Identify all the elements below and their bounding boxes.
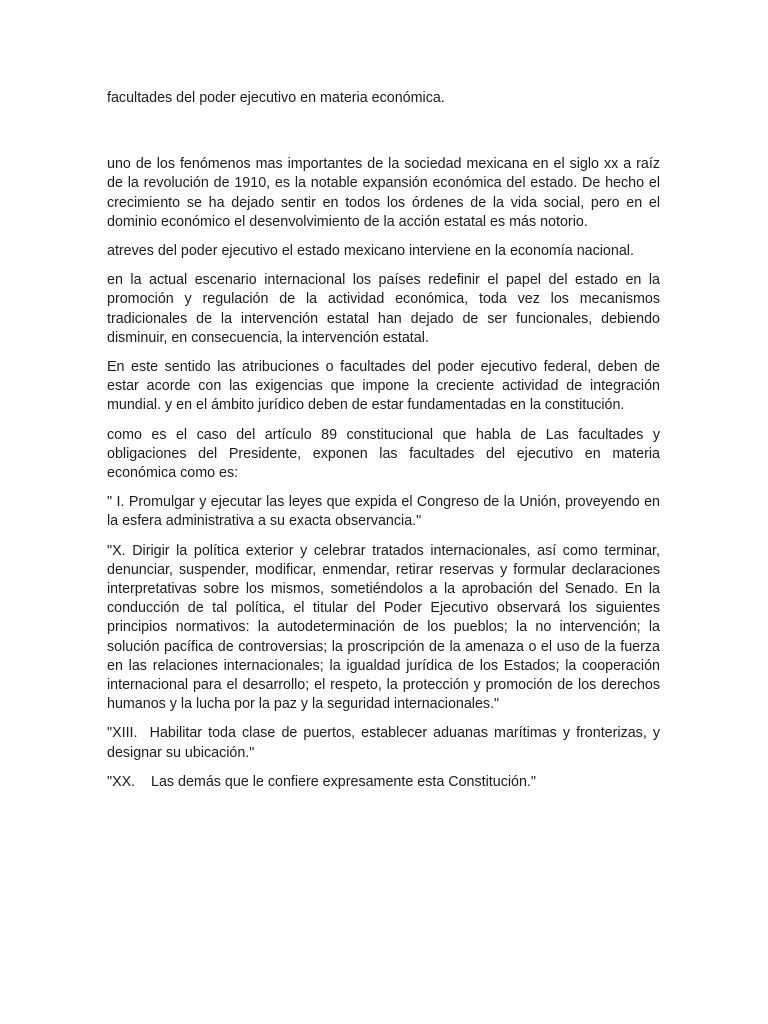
document-page [107, 89, 664, 802]
paragraph-ejecutivo: atreves del poder ejecutivo el estado mexicano interviene en la economía nacional. [107, 243, 634, 260]
quote-fraccion-xiii: "XIII. Habilitar toda clase de puertos, establecer aduanas marítimas y fronterizas, y designar su ubicación." [107, 725, 664, 761]
quote-fraccion-i: " I. Promulgar y ejecutar las leyes que expida el Congreso de la Unión, proveyendo en la esfera administrativa a su exacta observancia." [107, 494, 660, 530]
paragraph-articulo-89: como es el caso del artículo 89 constitucional que habla de Las facultades y obligaciones del Presidente, exponen las facultades del ejecutivo en materia económica como es: [107, 426, 660, 482]
quote-fraccion-x: "X. Dirigir la política exterior y celebrar tratados internacionales, así como terminar, denunciar, suspender, modificar, enmendar, retirar reservas y formular declaraciones interpretativas sobre los mismos, sometiéndolos a la aprobación del Senado. En la conducción de tal política, el titular del Poder Ejecutivo observará los siguientes principios normativos: la autodeterminación de los pueblos; la no intervención; la solución pacífica de controversias; la proscripción de la amenaza o el uso de la fuerza en las relaciones internacionales; la igualdad jurídica de los Estados; la cooperación internacional para el desarrollo; el respeto, la protección y promoción de los derechos humanos y la lucha por la paz y la seguridad internacionales." [107, 542, 660, 713]
document-heading: facultades del poder ejecutivo en materia económica. [107, 90, 445, 106]
paragraph-intro: uno de los fenómenos mas importantes de la sociedad mexicana en el siglo xx a raíz de la revolución de 1910, es la notable expansión económica del estado. De hecho el crecimiento se ha dejado sentir en todos los órdenes de la vida social, pero en el dominio económico el desenvolvimiento de la acción estatal es más notorio. [107, 156, 660, 230]
paragraph-atribuciones: En este sentido las atribuciones o facultades del poder ejecutivo federal, deben de estar acorde con las exigencias que impone la creciente actividad de integración mundial. y en el ámbito jurídico deben de estar fundamentadas en la constitución. [107, 359, 660, 414]
paragraph-escenario: en la actual escenario internacional los países redefinir el papel del estado en la promoción y regulación de la actividad económica, toda vez los mecanismos tradicionales de la intervención estatal han dejado de ser funcionales, debiendo disminuir, en consecuencia, la intervención estatal. [107, 272, 660, 346]
quote-fraccion-xx: "XX. Las demás que le confiere expresamente esta Constitución." [107, 773, 536, 790]
